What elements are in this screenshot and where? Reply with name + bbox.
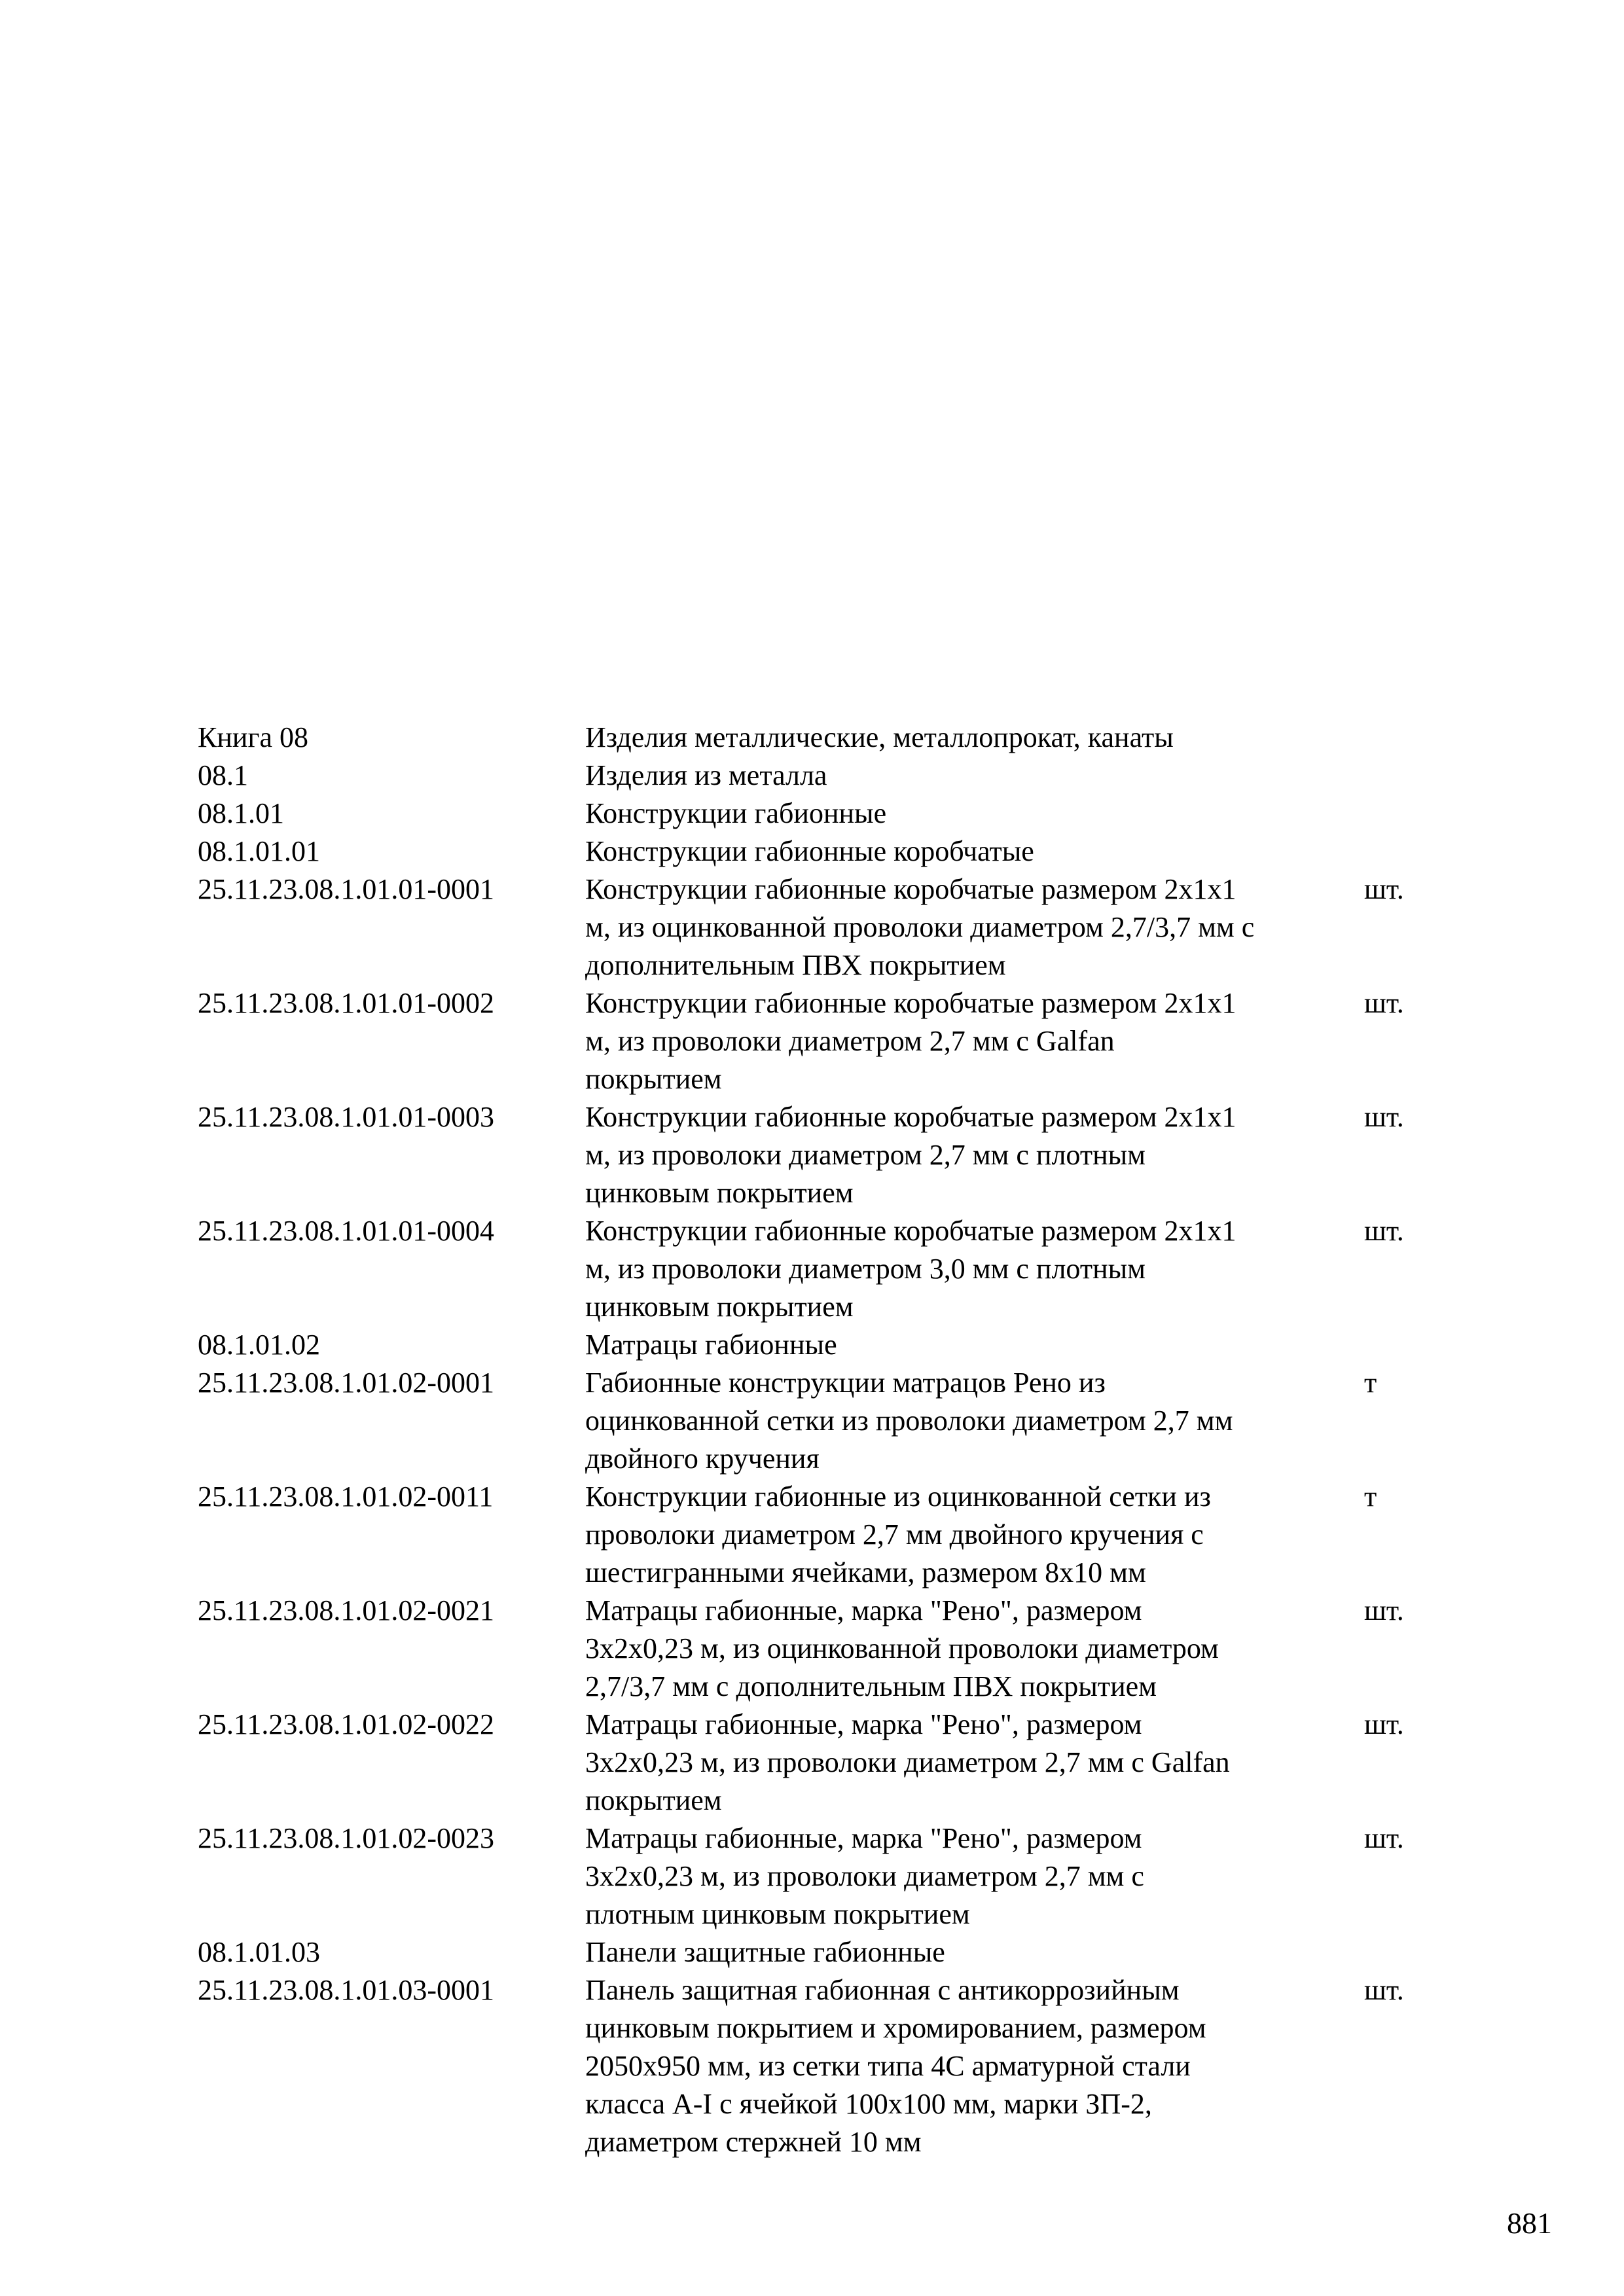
catalog-row [198,1326,1441,1364]
catalog-row [198,1971,1441,2161]
row-code: 08.1.01.02 [198,1329,320,1361]
row-code: 25.11.23.08.1.01.02-0022 [198,1708,495,1740]
row-name: Конструкции габионные коробчатые [585,835,1034,867]
row-code: 25.11.23.08.1.01.02-0021 [198,1594,495,1626]
catalog-row [198,1364,1441,1478]
row-name: Конструкции габионные коробчатые размером 2х1х1 м, из оцинкованной проволоки диаметром 2,7/3,7 мм с дополнительным ПВХ покрытием [585,873,1255,981]
row-name: Панели защитные габионные [585,1936,945,1968]
row-unit: шт. [1364,1974,1404,2006]
catalog-row [198,870,1441,984]
row-code: 25.11.23.08.1.01.01-0003 [198,1101,495,1133]
row-name: Матрацы габионные [585,1329,837,1361]
row-unit: шт. [1364,1594,1404,1626]
row-code: 25.11.23.08.1.01.01-0002 [198,987,495,1019]
row-code: 25.11.23.08.1.01.01-0004 [198,1215,495,1247]
catalog-row [198,1098,1441,1212]
catalog-row [198,833,1441,870]
row-code: 08.1.01.01 [198,835,320,867]
catalog-row [198,757,1441,795]
row-unit: шт. [1364,1708,1404,1740]
row-name: Конструкции габионные из оцинкованной сетки из проволоки диаметром 2,7 мм двойного кручения с шестигранными ячейками, размером 8х10 мм [585,1480,1211,1588]
row-name: Панель защитная габионная с антикоррозийным цинковым покрытием и хромированием, размером 2050х950 мм, из сетки типа 4С арматурной стали класса А-I с ячейкой 100х100 мм, марки ЗП-2, диаметром стержней 10 мм [585,1974,1206,2158]
row-unit: шт. [1364,873,1404,905]
row-name: Конструкции габионные коробчатые размером 2х1х1 м, из проволоки диаметром 3,0 мм с плотным цинковым покрытием [585,1215,1236,1323]
row-name: Изделия из металла [585,759,827,791]
catalog-row [198,795,1441,833]
row-unit: т [1364,1480,1377,1513]
row-code: 25.11.23.08.1.01.01-0001 [198,873,495,905]
row-name: Матрацы габионные, марка "Рено", размером 3х2х0,23 м, из проволоки диаметром 2,7 мм с плотным цинковым покрытием [585,1822,1144,1930]
catalog-row [198,1478,1441,1592]
row-code: 08.1.01 [198,797,284,829]
row-code: 08.1.01.03 [198,1936,320,1968]
catalog-table [198,719,1441,2161]
row-code: 08.1 [198,759,248,791]
row-unit: шт. [1364,1822,1404,1854]
row-code: Книга 08 [198,721,309,753]
row-code: 25.11.23.08.1.01.02-0001 [198,1367,495,1399]
row-name: Изделия металлические, металлопрокат, канаты [585,721,1174,753]
row-name: Матрацы габионные, марка "Рено", размером 3х2х0,23 м, из проволоки диаметром 2,7 мм с Galfan покрытием [585,1708,1230,1816]
row-name: Габионные конструкции матрацов Рено из оцинкованной сетки из проволоки диаметром 2,7 мм двойного кручения [585,1367,1233,1475]
row-code: 25.11.23.08.1.01.02-0023 [198,1822,495,1854]
catalog-row [198,984,1441,1098]
catalog-row [198,1933,1441,1971]
catalog-row [198,1706,1441,1820]
row-unit: шт. [1364,987,1404,1019]
catalog-row [198,1592,1441,1706]
row-name: Конструкции габионные коробчатые размером 2х1х1 м, из проволоки диаметром 2,7 мм с плотным цинковым покрытием [585,1101,1236,1209]
row-code: 25.11.23.08.1.01.03-0001 [198,1974,495,2006]
catalog-row [198,1212,1441,1326]
row-name: Конструкции габионные коробчатые размером 2х1х1 м, из проволоки диаметром 2,7 мм с Galfan покрытием [585,987,1236,1095]
row-name: Матрацы габионные, марка "Рено", размером 3х2х0,23 м, из оцинкованной проволоки диаметром 2,7/3,7 мм с дополнительным ПВХ покрытием [585,1594,1219,1702]
page-number: 881 [1507,2206,1552,2240]
row-unit: шт. [1364,1215,1404,1247]
row-unit: т [1364,1367,1377,1399]
catalog-row [198,1820,1441,1933]
row-unit: шт. [1364,1101,1404,1133]
catalog-row [198,719,1441,757]
row-name: Конструкции габионные [585,797,887,829]
row-code: 25.11.23.08.1.01.02-0011 [198,1480,494,1513]
